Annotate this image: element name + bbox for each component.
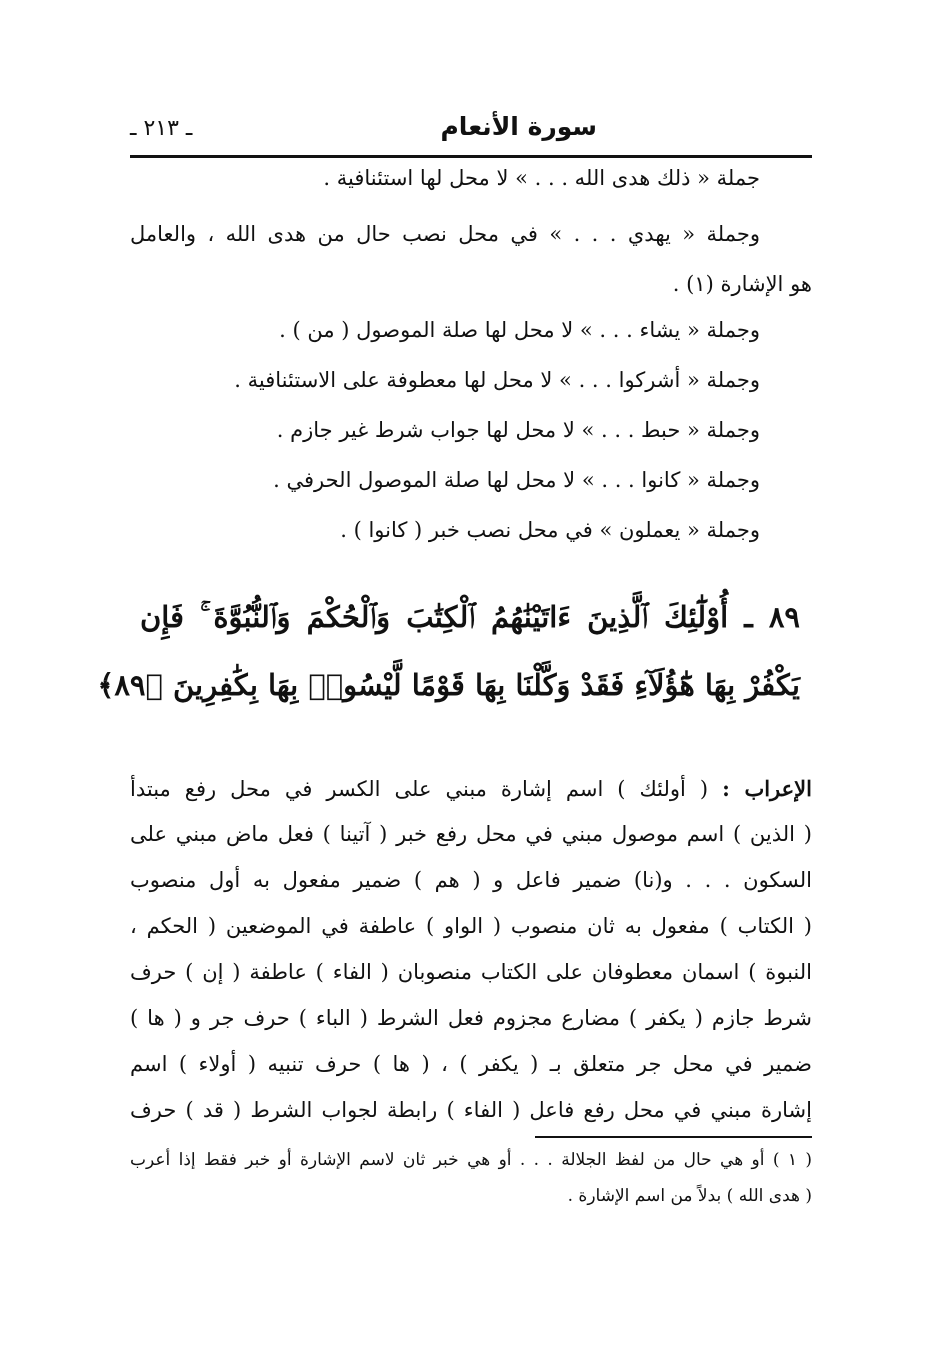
- irab-line: ( الذين ) اسم موصول مبني في محل رفع خبر ( آتينا ) فعل ماض مبني على: [130, 822, 812, 846]
- irab-line: ( الكتاب ) مفعول به ثان منصوب ( الواو ) عاطفة في الموضعين ( الحكم ،: [130, 914, 812, 938]
- irab-line: النبوة ) اسمان معطوفان على الكتاب منصوبان ( الفاء ) عاطفة ( إن ) حرف: [130, 960, 812, 984]
- irab-line: ضمير في محل جر متعلق بـ ( يكفر ) ، ( ها ) حرف تنبيه ( أولاء ) اسم: [130, 1052, 812, 1076]
- quran-verse-line-2: يَكْفُرْ بِهَا هَٰٓؤُلَآءِ فَقَدْ وَكَّلْنَا بِهَا قَوْمًا لَّيْسُوا۟ بِهَا بِكَٰفِرِينَ ﴿٨٩﴾: [97, 668, 800, 702]
- page-header: [130, 112, 812, 156]
- intro-line: وجملة « كانوا . . . » لا محل لها صلة الموصول الحرفي .: [273, 468, 760, 492]
- irab-line: السكون . . . و(نا) ضمير فاعل و ( هم ) ضمير مفعول به أول منصوب: [130, 868, 812, 892]
- footnote-divider: [535, 1136, 812, 1138]
- irab-line: ( أولئك ) اسم إشارة مبني على الكسر في محل رفع مبتدأ: [130, 777, 709, 801]
- intro-paragraph: [130, 166, 812, 566]
- intro-line: وجملة « حبط . . . » لا محل لها جواب شرط غير جازم .: [276, 418, 760, 442]
- intro-line: وجملة « يشاء . . . » لا محل لها صلة الموصول ( من ) .: [279, 318, 760, 342]
- footnote-line-2: ( هدى الله ) بدلاً من اسم الإشارة .: [567, 1186, 812, 1206]
- header-divider: [130, 155, 812, 158]
- irab-heading: الإعراب :: [722, 776, 812, 801]
- intro-line: وجملة « أشركوا . . . » لا محل لها معطوفة على الاستئنافية .: [234, 368, 760, 392]
- quran-verse-line-1: ٨٩ ـ أُوْلَٰٓئِكَ ٱلَّذِينَ ءَاتَيْنَٰهُمُ ٱلْكِتَٰبَ وَٱلْحُكْمَ وَٱلنُّبُوَّةَ ۚ فَإِن: [140, 600, 800, 634]
- intro-line: وجملة « يعملون » في محل نصب خبر ( كانوا ) .: [340, 518, 760, 542]
- intro-line: وجملة « يهدي . . . » في محل نصب حال من هدى الله ، والعامل: [130, 222, 760, 246]
- intro-line: جملة « ذلك هدى الله . . . » لا محل لها استئنافية .: [323, 166, 760, 190]
- irab-line: شرط جازم ( يكفر ) مضارع مجزوم فعل الشرط ( الباء ) حرف جر و ( ها ): [130, 1006, 812, 1030]
- surah-title: سورة الأنعام: [440, 112, 597, 141]
- intro-line: هو الإشارة (١) .: [672, 272, 812, 296]
- irab-first-line: [130, 776, 812, 801]
- footnote-line-1: ( ١ ) أو هي حال من لفظ الجلالة . . . أو هي خبر ثان لاسم الإشارة أو خبر فقط إذا أعرب: [130, 1150, 812, 1170]
- irab-line: إشارة مبني في محل رفع فاعل ( الفاء ) رابطة لجواب الشرط ( قد ) حرف: [130, 1098, 812, 1122]
- page-number: ـ ٢١٣ ـ: [130, 116, 193, 141]
- irab-paragraph: [130, 776, 812, 1136]
